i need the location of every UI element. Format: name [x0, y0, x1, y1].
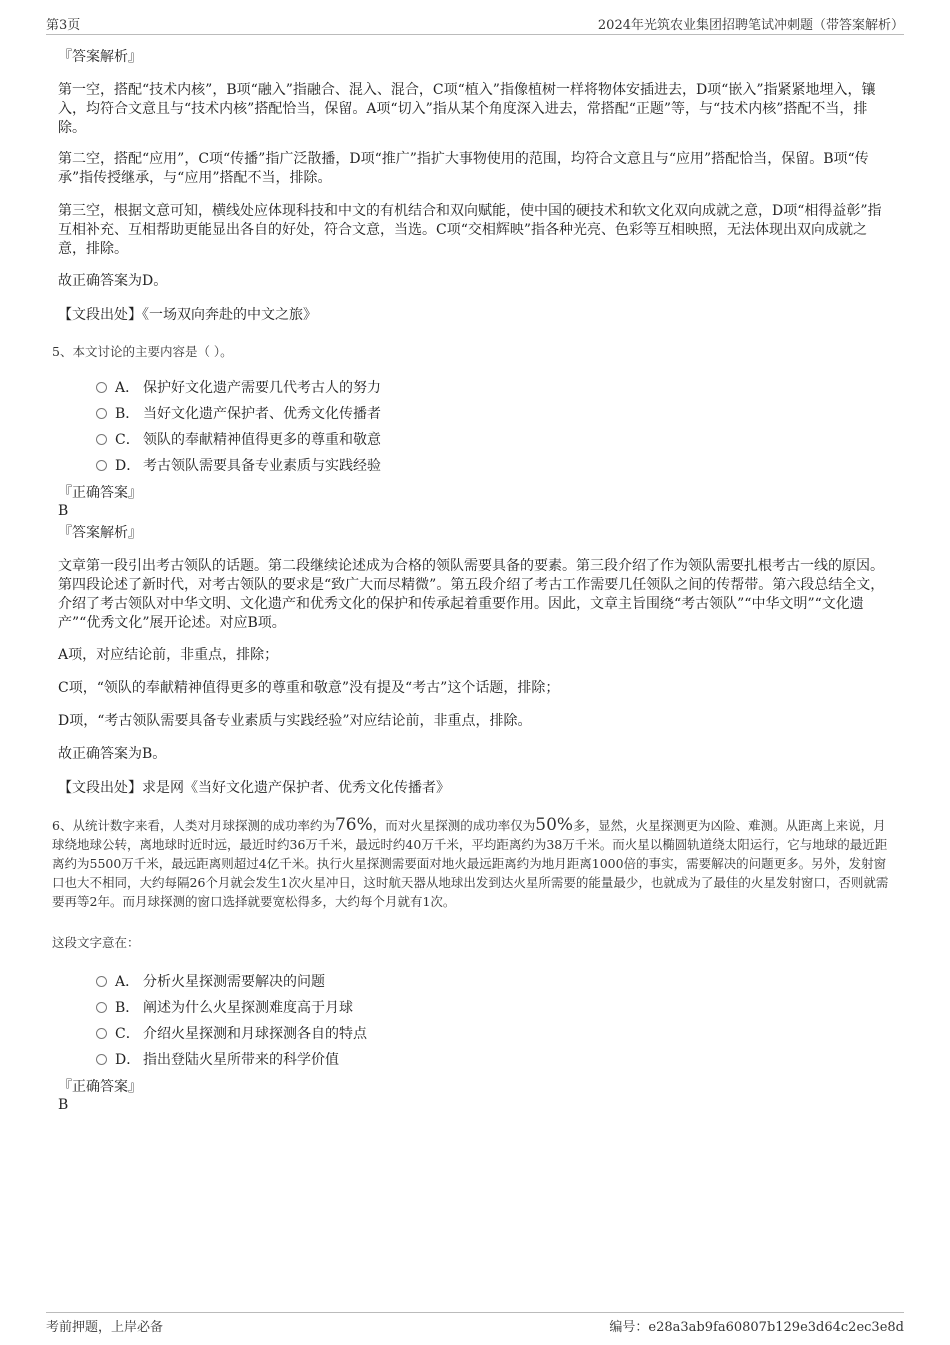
option-a[interactable]: A． 保护好文化遗产需要几代考古人的努力: [96, 377, 381, 397]
option-d[interactable]: D． 考古领队需要具备专业素质与实践经验: [96, 455, 381, 475]
conclusion: 故正确答案为D。: [58, 273, 168, 289]
option-b[interactable]: B． 当好文化遗产保护者、优秀文化传播者: [96, 403, 381, 423]
radio-icon[interactable]: [96, 1028, 107, 1039]
option-d[interactable]: D． 指出登陆火星所带来的科学价值: [96, 1049, 339, 1069]
document-code: 编号：e28a3ab9fa60807b129e3d64c2ec3e8d: [609, 1320, 904, 1335]
source: 【文段出处】《一场双向奔赴的中文之旅》: [58, 307, 317, 323]
radio-icon[interactable]: [96, 1054, 107, 1065]
correct-answer: B: [58, 503, 69, 519]
option-c[interactable]: C． 领队的奉献精神值得更多的尊重和敬意: [96, 429, 381, 449]
analysis-paragraph: C项，“领队的奉献精神值得更多的尊重和敬意”没有提及“考古”这个话题，排除；: [58, 680, 560, 696]
analysis-paragraph: 第三空，根据文意可知，横线处应体现科技和中文的有机结合和双向赋能，使中国的硬技术和软文化双向成就之意，D项“相得益彰”指互相补充、互相帮助更能显出各自的好处，符合文意，当选。C项“交相辉映”指各种光亮、色彩等互相映照，无法体现出双向成就之意，排除。: [58, 203, 882, 257]
analysis-paragraph: 第一空，搭配“技术内核”，B项“融入”指融合、混入、混合，C项“植入”指像植树一样将物体安插进去，D项“嵌入”指紧紧地埋入，镶入，均符合文意且与“技术内核”搭配恰当，保留。A项“切入”指从某个角度深入进去，常搭配“正题”等，与“技术内核”搭配不当，排除。: [58, 82, 876, 136]
radio-icon[interactable]: [96, 408, 107, 419]
correct-answer-label: 『正确答案』: [58, 1079, 142, 1095]
percentage: 50%: [535, 815, 574, 835]
analysis-paragraph: 文章第一段引出考古领队的话题。第二段继续论述成为合格的领队需要具备的要素。第三段介绍了作为领队需要扎根考古一线的原因。第四段论述了新时代，对考古领队的要求是“致广大而尽精微”。第五段介绍了考古工作需要几任领队之间的传帮带。第六段总结全文，介绍了考古领队对中华文明、文化遗产和优秀文化的保护和传承起着重要作用。因此，文章主旨围绕“考古领队”“中华文明”“文化遗产”“优秀文化”展开论述。对应B项。: [58, 558, 885, 631]
radio-icon[interactable]: [96, 382, 107, 393]
percentage: 76%: [334, 815, 373, 835]
correct-answer-label: 『正确答案』: [58, 485, 142, 501]
correct-answer: B: [58, 1097, 69, 1113]
radio-icon[interactable]: [96, 976, 107, 987]
analysis-paragraph: A项，对应结论前，非重点，排除；: [58, 647, 279, 663]
option-a[interactable]: A． 分析火星探测需要解决的问题: [96, 971, 325, 991]
analysis-paragraph: 第二空，搭配“应用”，C项“传播”指广泛散播，D项“推广”指扩大事物使用的范围，均符合文意且与“应用”搭配恰当，保留。B项“传承”指传授继承，与“应用”搭配不当，排除。: [58, 151, 869, 186]
page-number: 第3页: [46, 18, 81, 33]
page-header: [46, 14, 904, 35]
document-title: 2024年光筑农业集团招聘笔试冲刺题（带答案解析）: [597, 18, 904, 33]
conclusion: 故正确答案为B。: [58, 746, 167, 762]
analysis-paragraph: D项，“考古领队需要具备专业素质与实践经验”对应结论前，非重点，排除。: [58, 713, 532, 729]
radio-icon[interactable]: [96, 1002, 107, 1013]
radio-icon[interactable]: [96, 434, 107, 445]
option-b[interactable]: B． 阐述为什么火星探测难度高于月球: [96, 997, 353, 1017]
radio-icon[interactable]: [96, 460, 107, 471]
question-5: 5、本文讨论的主要内容是（ ）。: [52, 344, 233, 359]
analysis-label: 『答案解析』: [58, 525, 142, 541]
page-footer: [46, 1312, 904, 1335]
analysis-label: 『答案解析』: [58, 49, 142, 65]
footer-slogan: 考前押题，上岸必备: [46, 1320, 164, 1335]
option-c[interactable]: C． 介绍火星探测和月球探测各自的特点: [96, 1023, 367, 1043]
question-prompt: 这段文字意在：: [52, 935, 140, 950]
source: 【文段出处】求是网《当好文化遗产保护者、优秀文化传播者》: [58, 780, 450, 796]
question-6: 6、从统计数字来看，人类对月球探测的成功率约为76%，而对火星探测的成功率仅为50%多，显然，火星探测更为凶险、难测。从距离上来说，月球绕地球公转，离地球时近时远，最近时约36万千米，最远时约40万千米，平均距离约为38万千米。而火星以椭圆轨道绕太阳运行，它与地球的最近距离约为5500万千米，最远距离则超过4亿千米。执行火星探测需要面对地火最远距离约为地月距离1000倍的事实，需要解决的问题更多。另外，发射窗口也大不相同，大约每隔26个月就会发生1次火星冲日，这时航天器从地球出发到达火星所需要的能量最少，也就成为了最佳的火星发射窗口，否则就需要再等2年。而月球探测的窗口选择就要宽松得多，大约每个月就有1次。: [52, 815, 889, 909]
